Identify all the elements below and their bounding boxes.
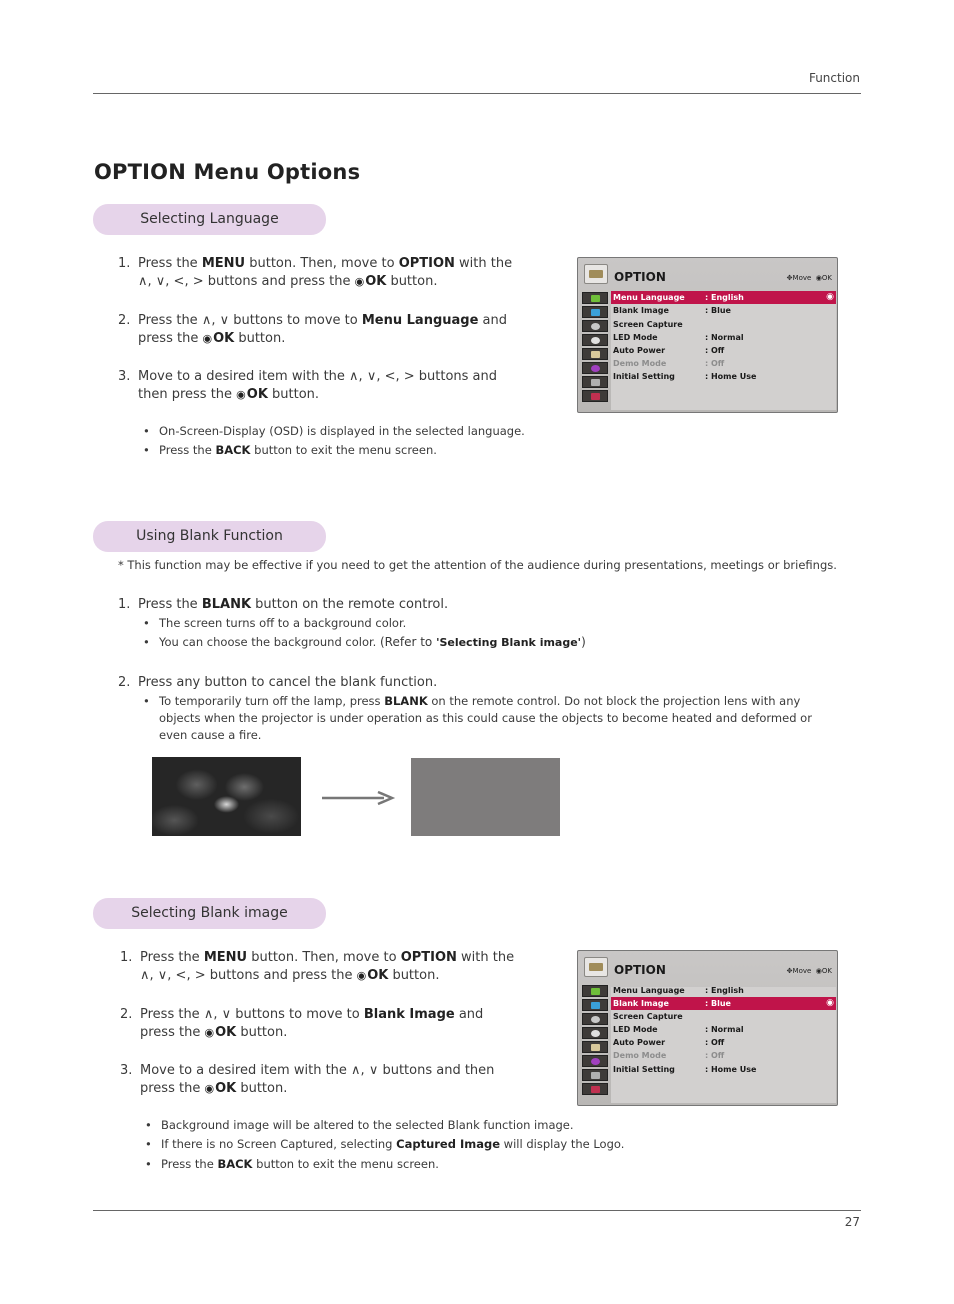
lang-bullet-1: • On-Screen-Display (OSD) is displayed in the selected language. bbox=[143, 424, 525, 438]
lang-step-2: 2. Press the ∧, ∨ buttons to move to Menu Language and press the ◉ OK button. bbox=[118, 312, 528, 348]
osd-row-auto-power[interactable]: Auto Power : Off bbox=[613, 346, 725, 355]
section-pill-selecting-blank-image: Selecting Blank image bbox=[93, 898, 326, 929]
osd-row-led-mode[interactable]: LED Mode : Normal bbox=[613, 333, 744, 342]
osd-nav-hint: ✥Move ◉OK bbox=[786, 274, 832, 282]
blank-step-1: 1. Press the BLANK button on the remote control. bbox=[118, 597, 449, 612]
my-media-icon bbox=[582, 376, 608, 388]
lang-step-3: 3. Move to a desired item with the ∧, ∨, <, > buttons and then press the ◉ OK button. bbox=[118, 368, 528, 404]
audio-icon bbox=[582, 320, 608, 332]
osd-row-auto-power[interactable]: Auto Power : Off bbox=[613, 1038, 725, 1047]
network-icon bbox=[582, 1083, 608, 1095]
option-menu-icon bbox=[584, 264, 608, 284]
image-step-1: 1. Press the MENU button. Then, move to OPTION with the ∧, ∨, <, > buttons and press the ◉ OK button. bbox=[120, 949, 530, 985]
screen-icon bbox=[582, 999, 608, 1011]
osd-row-menu-language[interactable]: Menu Language : English bbox=[613, 986, 744, 995]
section-header-label: Function bbox=[808, 71, 860, 85]
input-icon bbox=[582, 362, 608, 374]
osd-menu-language bbox=[577, 257, 838, 413]
time-icon bbox=[582, 1027, 608, 1039]
osd-title: OPTION bbox=[614, 270, 666, 284]
osd-nav-hint: ✥Move ◉OK bbox=[786, 967, 832, 975]
osd-blank-image bbox=[577, 950, 838, 1106]
lang-step-1: 1. Press the MENU button. Then, move to OPTION with the ∧, ∨, <, > buttons and press the ◉ OK button. bbox=[118, 255, 528, 291]
blank-screen-preview bbox=[411, 758, 560, 836]
input-icon bbox=[582, 1055, 608, 1067]
image-bullet-3: • Press the BACK button to exit the menu screen. bbox=[145, 1157, 439, 1171]
image-bullet-1: • Background image will be altered to the selected Blank function image. bbox=[145, 1118, 574, 1132]
blank-step2-bullet: • To temporarily turn off the lamp, press BLANK on the remote control. Do not block the projection lens with any objects when the projector is under operation as this could cause the objects to become heated and deformed or even cause a fire. bbox=[143, 694, 812, 742]
header-rule bbox=[93, 93, 861, 94]
blank-step1-bullet-2: • You can choose the background color. (Refer to 'Selecting Blank image') bbox=[143, 635, 586, 649]
image-step-3: 3. Move to a desired item with the ∧, ∨ buttons and then press the ◉ OK button. bbox=[120, 1062, 530, 1098]
osd-sidebar bbox=[581, 985, 609, 1103]
osd-row-blank-image[interactable]: Blank Image : Blue ◉ bbox=[613, 998, 834, 1008]
footer-rule bbox=[93, 1210, 861, 1211]
my-media-icon bbox=[582, 1069, 608, 1081]
network-icon bbox=[582, 390, 608, 402]
osd-row-screen-capture[interactable]: Screen Capture bbox=[613, 320, 683, 329]
osd-row-initial-setting[interactable]: Initial Setting : Home Use bbox=[613, 372, 757, 381]
image-step-2: 2. Press the ∧, ∨ buttons to move to Blank Image and press the ◉ OK button. bbox=[120, 1006, 530, 1042]
right-arrow-icon bbox=[322, 790, 396, 806]
osd-row-led-mode[interactable]: LED Mode : Normal bbox=[613, 1025, 744, 1034]
section-pill-selecting-language: Selecting Language bbox=[93, 204, 326, 235]
osd-row-initial-setting[interactable]: Initial Setting : Home Use bbox=[613, 1065, 757, 1074]
audio-icon bbox=[582, 1013, 608, 1025]
flower-photo bbox=[152, 757, 301, 836]
time-icon bbox=[582, 334, 608, 346]
option-icon bbox=[582, 1041, 608, 1053]
image-bullet-2: • If there is no Screen Captured, selecting Captured Image will display the Logo. bbox=[145, 1137, 625, 1151]
option-icon bbox=[582, 348, 608, 360]
osd-row-blank-image[interactable]: Blank Image : Blue bbox=[613, 306, 731, 315]
osd-title: OPTION bbox=[614, 963, 666, 977]
osd-row-screen-capture[interactable]: Screen Capture bbox=[613, 1012, 683, 1021]
page-number: 27 bbox=[844, 1215, 860, 1229]
section-pill-using-blank-function: Using Blank Function bbox=[93, 521, 326, 552]
blank-step-2: 2. Press any button to cancel the blank function. bbox=[118, 675, 438, 690]
picture-icon bbox=[582, 985, 608, 997]
page-title: OPTION Menu Options bbox=[94, 160, 361, 184]
osd-sidebar bbox=[581, 292, 609, 410]
picture-icon bbox=[582, 292, 608, 304]
screen-icon bbox=[582, 306, 608, 318]
osd-row-demo-mode: Demo Mode : Off bbox=[613, 1051, 725, 1060]
osd-row-menu-language[interactable]: Menu Language : English ◉ bbox=[613, 292, 834, 302]
option-menu-icon bbox=[584, 957, 608, 977]
osd-row-demo-mode: Demo Mode : Off bbox=[613, 359, 725, 368]
lang-bullet-2: • Press the BACK button to exit the menu screen. bbox=[143, 443, 437, 457]
osd-panel bbox=[611, 294, 836, 410]
blank-note: * This function may be effective if you need to get the attention of the audience during presentations, meetings or briefings. bbox=[118, 558, 837, 572]
blank-step1-bullet-1: • The screen turns off to a background color. bbox=[143, 616, 407, 630]
osd-panel bbox=[611, 987, 836, 1103]
